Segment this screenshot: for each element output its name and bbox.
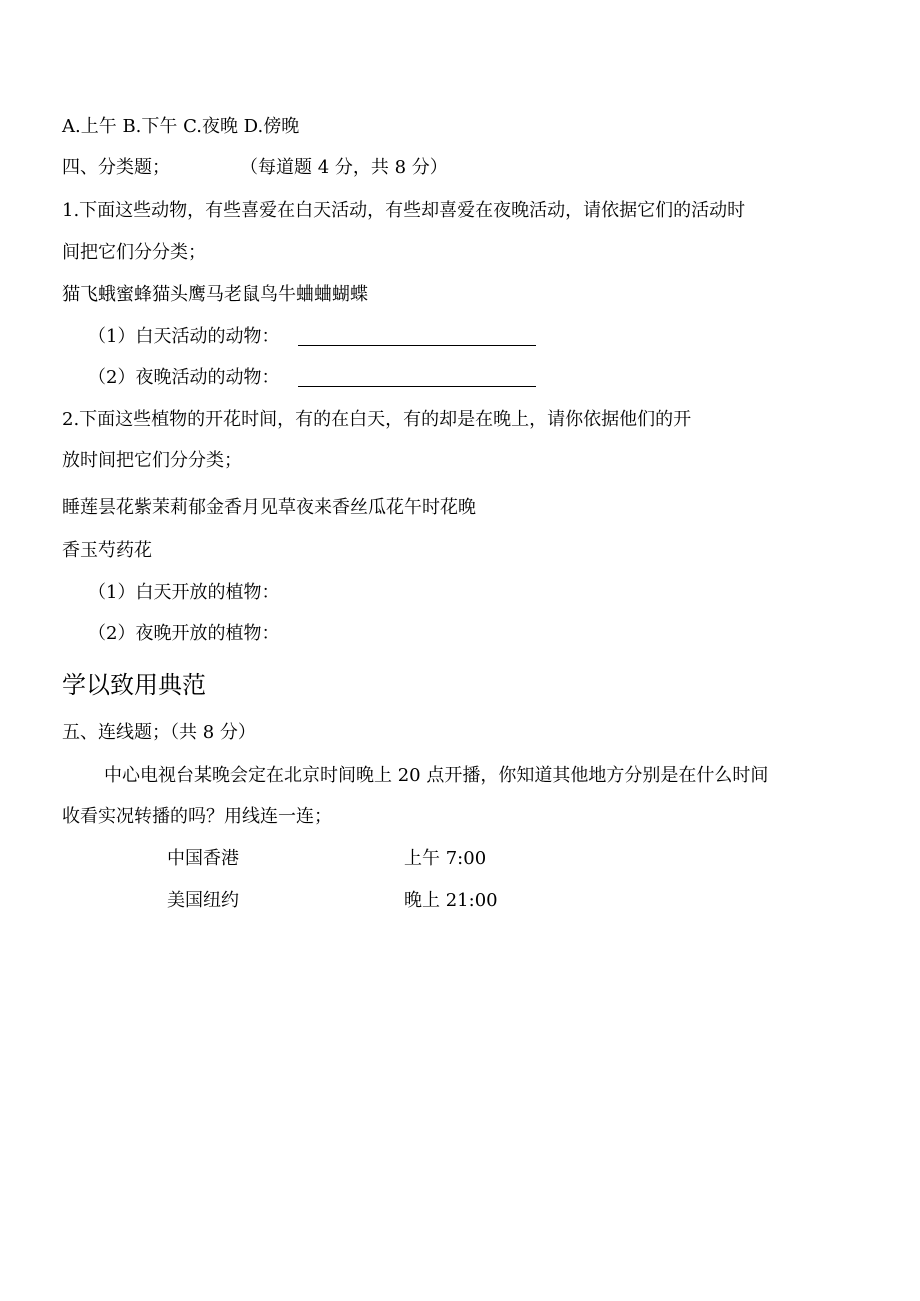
q1-day-animals-label: （1）白天活动的动物： [88,326,280,347]
animal-list: 猫飞蛾蜜蜂猫头鹰马老鼠鸟牛蛐蛐蝴蝶 [62,284,368,305]
section4-score: （每道题 4 分，共 8 分） [240,157,448,178]
section4-header [62,156,448,180]
match-time-2: 晚上 21:00 [404,890,498,911]
section5-intro-line1: 中心电视台某晚会定在北京时间晚上 20 点开播，你知道其他地方分别是在什么时间 [104,765,769,786]
plant-list-line2: 香玉芍药花 [62,540,152,561]
q1-text-line2: 间把它们分分类； [62,242,206,263]
q2-day-plants-label: （1）白天开放的植物： [88,582,280,603]
q3-options: A.上午 B.下午 C.夜晚 D.傍晚 [62,116,300,137]
section5-intro-line2: 收看实况转播的吗？用线连一连； [62,806,332,827]
q2-text-line1: 2.下面这些植物的开花时间，有的在白天，有的却是在晚上，请你依据他们的开 [62,409,692,430]
match-place-2: 美国纽约 [167,890,239,911]
q1-night-animals-blank [298,386,536,387]
section-heading: 学以致用典范 [62,671,206,699]
plant-list-line1: 睡莲昙花紫茉莉郁金香月见草夜来香丝瓜花午时花晚 [62,497,476,518]
q1-day-animals-blank [298,345,536,346]
match-time-1: 上午 7:00 [404,848,487,869]
match-place-1: 中国香港 [167,848,239,869]
section4-title: 四、分类题； [62,157,170,178]
q2-night-plants-label: （2）夜晚开放的植物： [88,623,280,644]
q1-night-animals-label: （2）夜晚活动的动物： [88,367,280,388]
q1-text-line1: 1.下面这些动物，有些喜爱在白天活动，有些却喜爱在夜晚活动，请依据它们的活动时 [62,200,746,221]
q2-text-line2: 放时间把它们分分类； [62,450,242,471]
section5-title: 五、连线题；（共 8 分） [62,722,256,743]
